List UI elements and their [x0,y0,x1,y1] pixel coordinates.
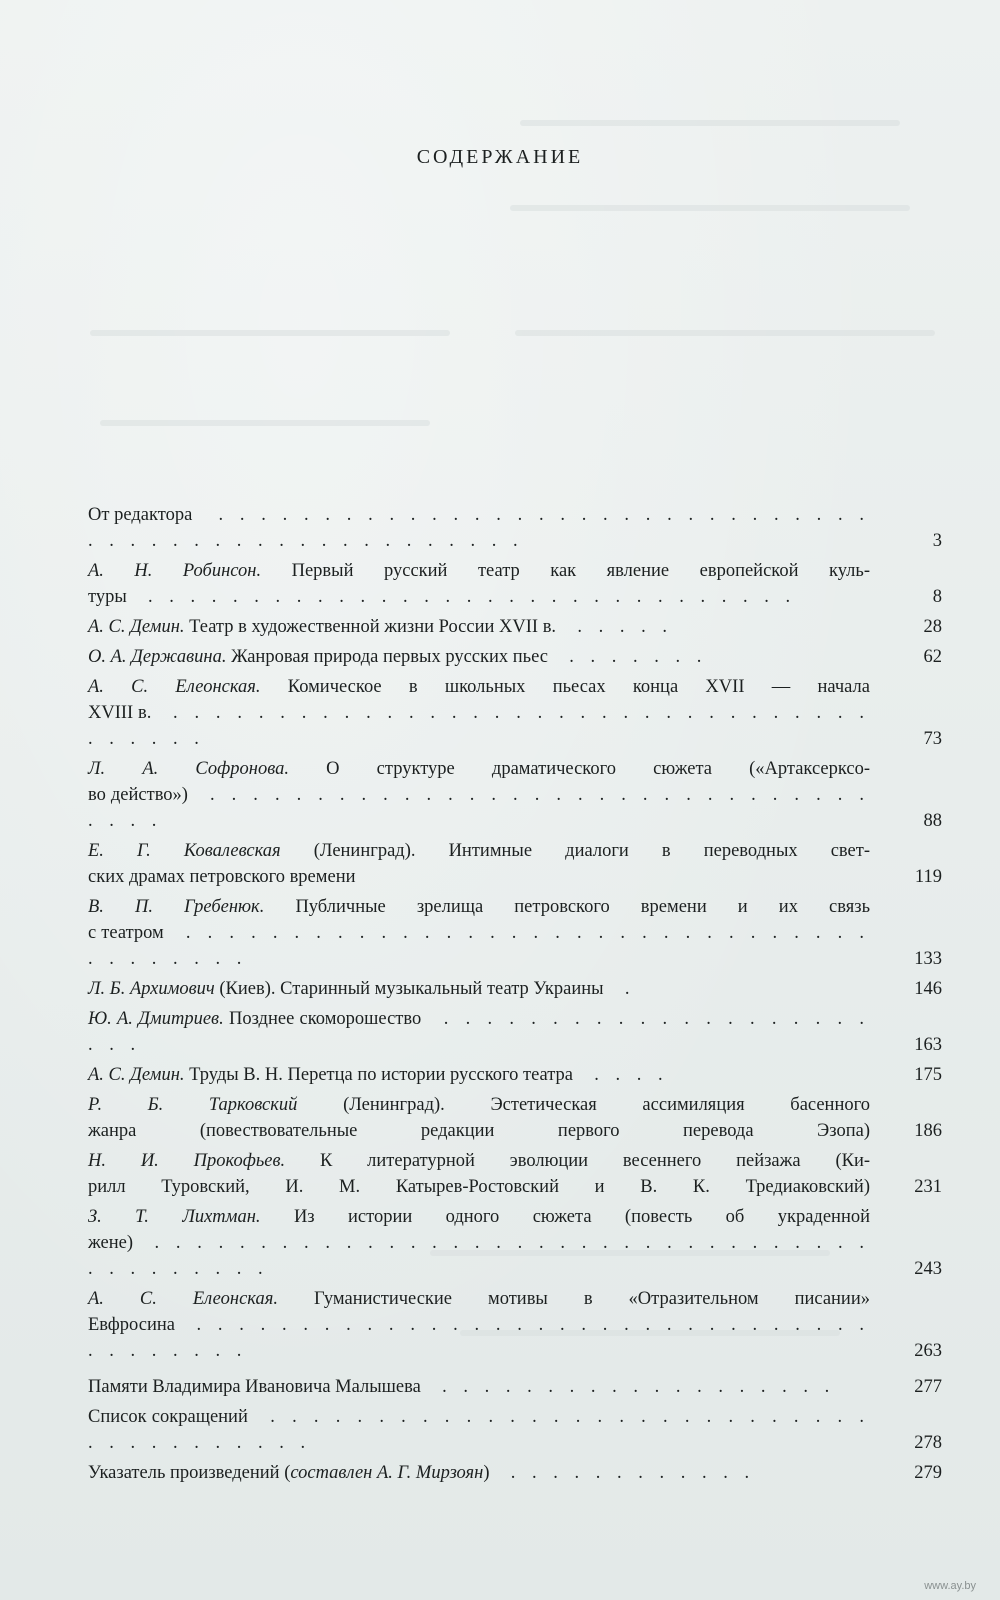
toc-entry-title: Памяти Владимира Ивановича Малышева [88,1377,421,1397]
toc-entry-author: Н. И. Прокофьев. [88,1151,286,1171]
toc-entry-text [88,614,870,640]
toc-entry-title: (Ленинград). Эстетическая ассимиляция басенного [343,1095,870,1115]
toc-entry-title: (Киев). Старинный музыкальный театр Украины [219,979,604,999]
toc-entry [88,894,948,972]
toc-entry-text [88,894,870,972]
show-through-text [515,330,935,336]
toc-entry-title: О структуре драматического сюжета («Артаксерксо- [326,759,871,779]
toc-entry-author: Р. Б. Тарковский [88,1095,298,1115]
show-through-text [90,330,450,336]
toc-entry-author: Л. Б. Архимович [88,979,215,999]
watermark: www.ay.by [924,1580,976,1592]
toc-entry-text [88,502,870,554]
leader-dots: . . . . . . . . . . . . . . . . . . . . . . . . . . . . . . . . . . . . . . . . [88,923,870,969]
toc-entry-author: Е. Г. Ковалевская [88,841,281,861]
leader-dots: . . . . . . . . . . . . . . . . . . . . . . . . . . . . . . . . . . . . . . . . . . . . . . . . . . . . [88,505,871,551]
toc-entry-text [88,1062,870,1088]
toc-page-number: 231 [914,1177,942,1197]
leader-dots: . [603,979,636,999]
show-through-text [510,205,910,211]
toc-entry-title: Театр в художественной жизни России XVII в. [189,617,557,637]
leader-dots: . . . . [573,1065,669,1085]
toc-entry-title-continued: Евфросина [88,1315,175,1335]
toc-entry-title-continued: жене) [88,1233,134,1253]
toc-entry-text [88,1374,870,1400]
toc-entry-author: Л. А. Софронова. [88,759,289,779]
toc-entry-author: З. Т. Лихтман. [88,1207,261,1227]
toc-entry-title: Позднее скоморошество [228,1009,422,1029]
table-of-contents [88,502,948,1490]
toc-page-number: 175 [914,1065,942,1085]
toc-entry-title-continued: с театром [88,923,164,943]
show-through-text [100,420,430,426]
toc-entry-title-continued: рилл Туровский, И. М. Катырев-Ростовский и В. К. Тредиаковский) [88,1177,870,1197]
toc-entry-author: А. С. Демин. [88,1065,185,1085]
toc-page-number: 73 [923,729,942,749]
toc-entry-author: А. С. Демин. [88,617,185,637]
toc-entry [88,502,948,554]
toc-entry-title-continued: XVIII в. [88,703,152,723]
toc-page-number: 28 [923,617,942,637]
toc-page-number: 277 [914,1377,942,1397]
toc-entry-paren-close: ) [483,1463,490,1483]
toc-entry-title-continued: туры [88,587,127,607]
toc-entry [88,1148,948,1200]
leader-dots: . . . . . [556,617,673,637]
toc-entry [88,558,948,610]
toc-entry-text [88,976,870,1002]
leader-dots: . . . . . . . . . . . . . . . . . . . . . . . . . . . . . . . . . . . . . . . . . . . [88,1233,870,1279]
toc-entry-compiler: составлен А. Г. Мирзоян [290,1463,484,1483]
leader-dots: . . . . . . . . . . . . . . . . . . . . . . . . . . . . . . . . . . . . . . . . [88,1315,870,1361]
leader-dots: . . . . . . . . . . . . . . . . . . . . . . . [88,1009,871,1055]
toc-page-number: 163 [914,1035,942,1055]
toc-page-number: 62 [923,647,942,667]
toc-entry [88,1286,948,1364]
toc-entry-title: Труды В. Н. Перетца по истории русского театра [189,1065,574,1085]
toc-entry-text [88,756,870,834]
toc-entry [88,838,948,890]
toc-entry-title: Гуманистические мотивы в «Отразительном писании» [313,1289,870,1309]
toc-page-number: 119 [914,867,942,887]
leader-dots: . . . . . . . . . . . . . . . . . . . . . . . . . . . . . . . . . . . . . . . [88,703,871,749]
toc-entry [88,1006,948,1058]
toc-page-number: 186 [914,1121,942,1141]
toc-entry-title: Из истории одного сюжета (повесть об украденной [293,1207,871,1227]
leader-dots: . . . . . . . . . . . . . . . . . . . [420,1377,836,1397]
toc-entry-title: Публичные зрелища петровского времени и их связь [295,897,871,917]
toc-entry [88,1204,948,1282]
toc-page-number: 8 [932,587,942,607]
leader-dots: . . . . . . . . . . . . . . . . . . . . . . . . . . . . . . . . . . . [88,785,870,831]
toc-entry-text [88,1006,870,1058]
toc-page-number: 133 [914,949,942,969]
toc-entry [88,674,948,752]
toc-entry [88,976,948,1002]
toc-entry [88,1404,948,1456]
toc-entry-author: А. С. Елеонская. [88,677,261,697]
toc-entry-text [88,1404,870,1456]
toc-entry [88,756,948,834]
page-title: СОДЕРЖАНИЕ [416,146,584,168]
toc-entry-text [88,1286,870,1364]
toc-entry [88,1062,948,1088]
toc-entry-title: От редактора [88,505,193,525]
toc-entry-text [88,1148,870,1200]
toc-page-number: 243 [914,1259,942,1279]
toc-entry-title: Жанровая природа первых русских пьес [231,647,549,667]
toc-entry-author: Ю. А. Дмитриев. [88,1009,224,1029]
toc-entry-text [88,558,870,610]
toc-entry-text [88,838,870,890]
toc-entry [88,1374,948,1400]
toc-page-number: 88 [923,811,942,831]
toc-entry-title: Указатель произведений [88,1463,280,1483]
show-through-text [520,120,900,126]
leader-dots: . . . . . . . . . . . . . . . . . . . . . . . . . . . . . . . [126,587,797,607]
toc-entry [88,644,948,670]
toc-entry-title: (Ленинград). Интимные диалоги в переводных свет- [313,841,871,861]
toc-entry [88,1460,948,1486]
toc-entry-text [88,644,870,670]
toc-entry-title-continued: во действо») [88,785,188,805]
leader-dots: . . . . . . . . . . . . [489,1463,756,1483]
toc-entry-text [88,1460,870,1486]
toc-page-number: 278 [914,1433,942,1453]
toc-entry-title: Список сокращений [88,1407,248,1427]
toc-entry-author: А. Н. Робинсон. [88,561,262,581]
toc-entry-author: А. С. Елеонская. [88,1289,278,1309]
toc-entry-text [88,1092,870,1144]
toc-page-number: 279 [914,1463,942,1483]
toc-entry-title-continued: ских драмах петровского времени [88,867,356,887]
toc-entry-title: Комическое в школьных пьесах конца XVII — начала [287,677,870,697]
toc-entry-author: О. А. Державина. [88,647,227,667]
toc-page-number: 263 [914,1341,942,1361]
toc-entry-title: К литературной эволюции весеннего пейзажа (Ки- [319,1151,871,1171]
leader-dots: . . . . . . . . . . . . . . . . . . . . . . . . . . . . . . . . . . . . . . . [88,1407,870,1453]
toc-entry-text [88,674,870,752]
toc-page-number: 146 [914,979,942,999]
toc-page-number: 3 [932,531,942,551]
toc-entry-author: В. П. Гребенюк. [88,897,265,917]
toc-entry-title-continued: жанра (повествовательные редакции первого перевода Эзопа) [88,1121,870,1141]
toc-entry-title: Первый русский театр как явление европейской куль- [291,561,870,581]
toc-entry [88,614,948,640]
toc-entry-text [88,1204,870,1282]
leader-dots: . . . . . . . [548,647,708,667]
toc-entry-paren-open: ( [284,1463,291,1483]
toc-entry [88,1092,948,1144]
